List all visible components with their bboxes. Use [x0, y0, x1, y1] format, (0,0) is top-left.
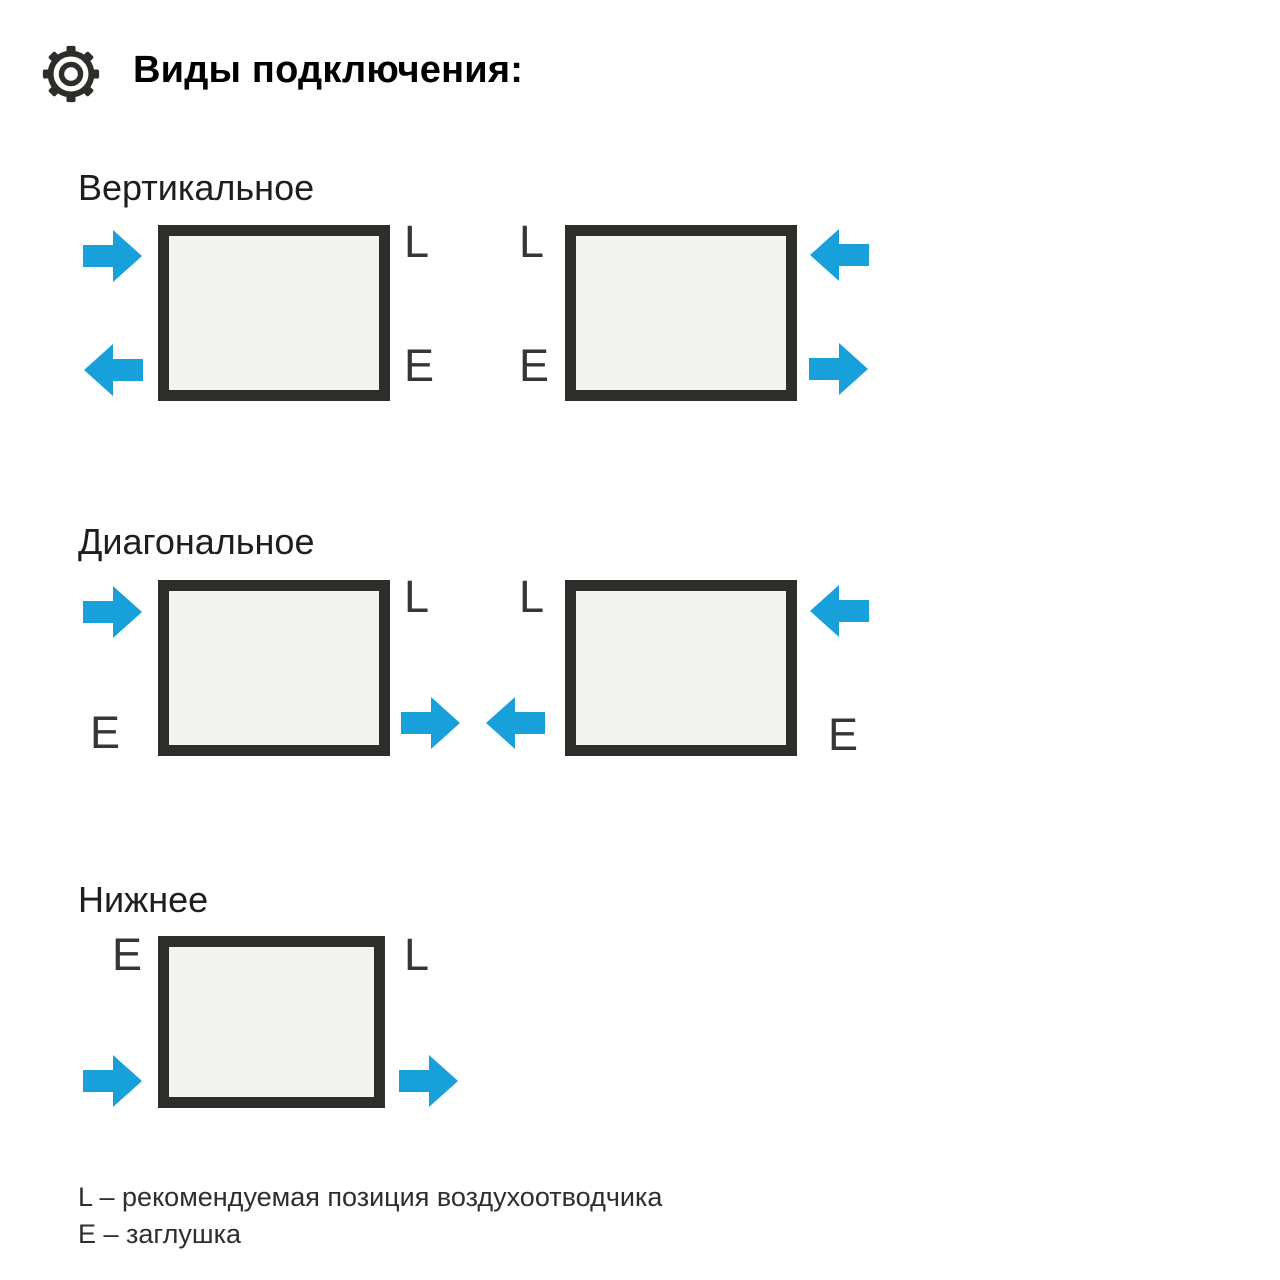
radiator-box	[158, 225, 390, 401]
port-label-E: E	[112, 929, 143, 980]
radiator-box	[565, 580, 797, 756]
gear-icon	[42, 45, 100, 103]
inlet-arrow-right-icon	[82, 584, 144, 640]
section-heading-bottom: Нижнее	[78, 879, 209, 920]
inlet-arrow-left-icon	[808, 227, 870, 283]
outlet-arrow-left-icon	[82, 342, 144, 398]
port-label-L: L	[404, 929, 430, 980]
section-heading-vertical: Вертикальное	[78, 167, 315, 208]
legend-line-air-vent: L – рекомендуемая позиция воздухоотводчика	[78, 1182, 663, 1212]
inlet-arrow-right-icon	[82, 1053, 144, 1109]
inlet-arrow-right-icon	[82, 228, 144, 284]
page-title: Виды подключения:	[133, 49, 524, 91]
port-label-E: E	[404, 340, 435, 391]
port-label-E: E	[90, 707, 121, 758]
outlet-arrow-right-icon	[400, 695, 462, 751]
legend-line-plug: E – заглушка	[78, 1219, 242, 1249]
port-label-E: E	[828, 709, 859, 760]
outlet-arrow-right-icon	[808, 341, 870, 397]
outlet-arrow-left-icon	[484, 695, 546, 751]
inlet-arrow-left-icon	[808, 583, 870, 639]
section-heading-diagonal: Диагональное	[78, 521, 315, 562]
radiator-box	[158, 580, 390, 756]
port-label-L: L	[404, 216, 430, 267]
outlet-arrow-right-icon	[398, 1053, 460, 1109]
port-label-L: L	[519, 216, 545, 267]
radiator-box	[158, 936, 385, 1108]
port-label-E: E	[519, 340, 550, 391]
port-label-L: L	[519, 571, 545, 622]
port-label-L: L	[404, 571, 430, 622]
radiator-box	[565, 225, 797, 401]
